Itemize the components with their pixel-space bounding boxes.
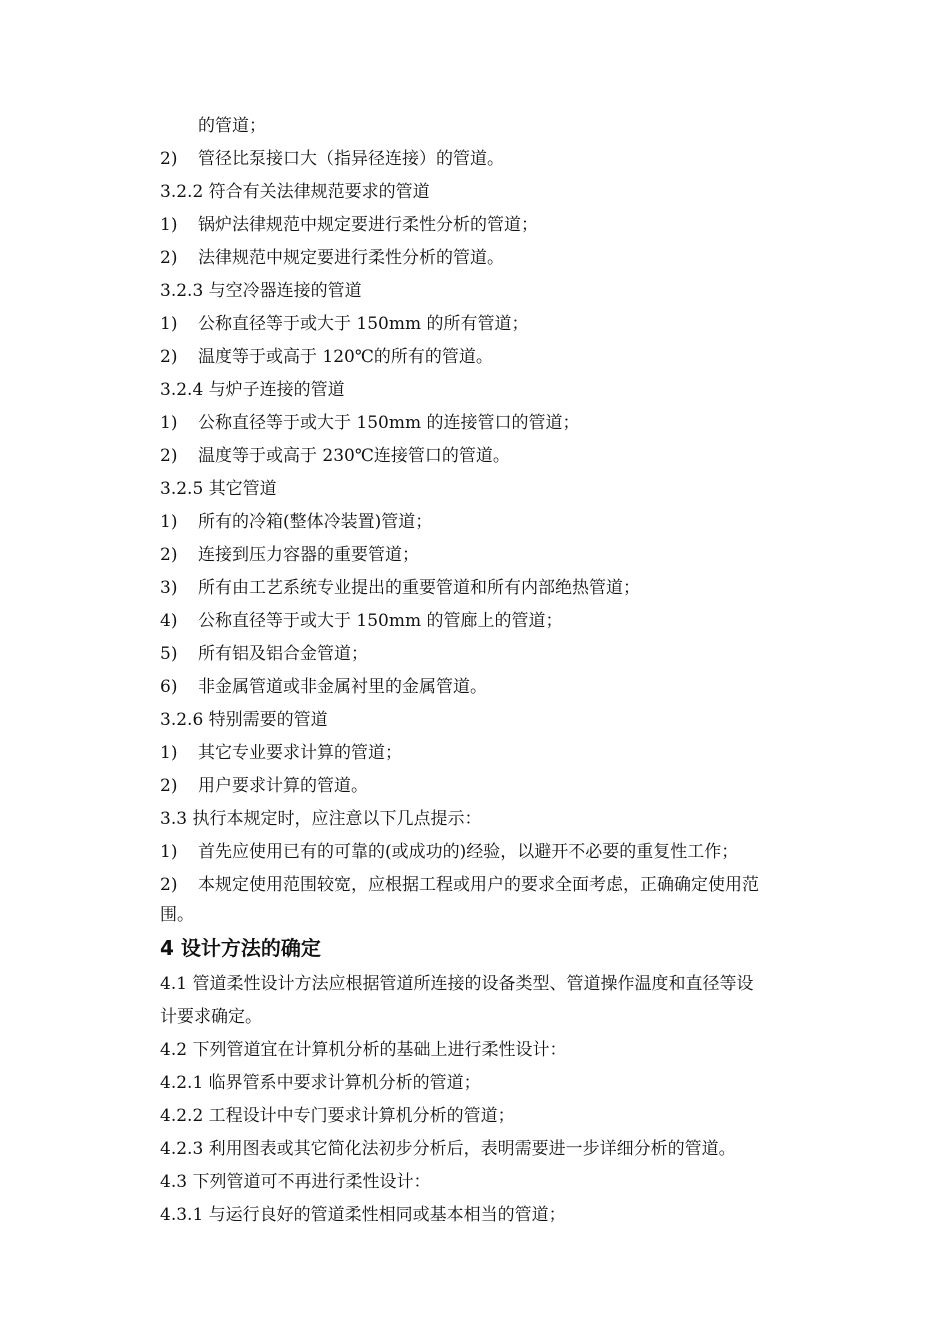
list-number: 2) xyxy=(160,248,178,268)
paragraph-line: 4.3.1 与运行良好的管道柔性相同或基本相当的管道； xyxy=(160,1205,566,1225)
list-number: 4) xyxy=(160,611,178,631)
list-item: 1) 首先应使用已有的可靠的(或成功的)经验，以避开不必要的重复性工作； xyxy=(160,842,739,862)
section-heading: 3.2.5 其它管道 xyxy=(160,479,277,499)
list-item: 1) 所有的冷箱(整体冷装置)管道； xyxy=(160,512,433,532)
list-item: 6) 非金属管道或非金属衬里的金属管道。 xyxy=(160,677,487,697)
list-number: 2) xyxy=(160,545,178,565)
list-item: 1) 公称直径等于或大于 150mm 的所有管道； xyxy=(160,314,529,334)
paragraph-line: 4.2 下列管道宜在计算机分析的基础上进行柔性设计： xyxy=(160,1040,567,1060)
list-number: 1) xyxy=(160,413,178,433)
paragraph-line: 4.3 下列管道可不再进行柔性设计： xyxy=(160,1172,431,1192)
paragraph-line: 计要求确定。 xyxy=(160,1007,262,1027)
list-item: 4) 公称直径等于或大于 150mm 的管廊上的管道； xyxy=(160,611,563,631)
paragraph-line: 4.2.2 工程设计中专门要求计算机分析的管道； xyxy=(160,1106,515,1126)
text-line: 的管道； xyxy=(198,116,266,136)
list-item: 2) 管径比泵接口大（指异径连接）的管道。 xyxy=(160,149,504,169)
list-item: 2) 法律规范中规定要进行柔性分析的管道。 xyxy=(160,248,504,268)
list-number: 6) xyxy=(160,677,178,697)
section-heading: 3.3 执行本规定时，应注意以下几点提示： xyxy=(160,809,482,829)
list-item: 1) 锅炉法律规范中规定要进行柔性分析的管道； xyxy=(160,215,538,235)
list-item: 1) 其它专业要求计算的管道； xyxy=(160,743,402,763)
list-number: 1) xyxy=(160,743,178,763)
section-heading: 3.2.2 符合有关法律规范要求的管道 xyxy=(160,182,430,202)
list-item: 2) 温度等于或高于 120℃的所有的管道。 xyxy=(160,347,493,367)
list-number: 1) xyxy=(160,842,178,862)
list-item: 3) 所有由工艺系统专业提出的重要管道和所有内部绝热管道； xyxy=(160,578,640,598)
list-item: 2) 本规定使用范围较宽，应根据工程或用户的要求全面考虑，正确确定使用范 xyxy=(160,875,759,895)
list-number: 2) xyxy=(160,875,178,895)
list-number: 5) xyxy=(160,644,178,664)
chapter-heading: 4 设计方法的确定 xyxy=(160,936,321,960)
list-item: 2) 用户要求计算的管道。 xyxy=(160,776,368,796)
paragraph-line: 4.2.3 利用图表或其它简化法初步分析后，表明需要进一步详细分析的管道。 xyxy=(160,1139,736,1159)
list-number: 2) xyxy=(160,347,178,367)
list-number: 3) xyxy=(160,578,178,598)
list-item: 2) 连接到压力容器的重要管道； xyxy=(160,545,419,565)
list-item: 2) 温度等于或高于 230℃连接管口的管道。 xyxy=(160,446,510,466)
section-heading: 3.2.6 特别需要的管道 xyxy=(160,710,328,730)
paragraph-line: 4.1 管道柔性设计方法应根据管道所连接的设备类型、管道操作温度和直径等设 xyxy=(160,974,754,994)
list-number: 2) xyxy=(160,149,178,169)
text-line: 围。 xyxy=(160,905,194,925)
list-number: 1) xyxy=(160,512,178,532)
list-number: 2) xyxy=(160,776,178,796)
list-item: 5) 所有铝及铝合金管道； xyxy=(160,644,368,664)
list-number: 1) xyxy=(160,314,178,334)
paragraph-line: 4.2.1 临界管系中要求计算机分析的管道； xyxy=(160,1073,481,1093)
section-heading: 3.2.4 与炉子连接的管道 xyxy=(160,380,345,400)
section-heading: 3.2.3 与空冷器连接的管道 xyxy=(160,281,362,301)
list-item: 1) 公称直径等于或大于 150mm 的连接管口的管道； xyxy=(160,413,580,433)
list-number: 1) xyxy=(160,215,178,235)
list-number: 2) xyxy=(160,446,178,466)
